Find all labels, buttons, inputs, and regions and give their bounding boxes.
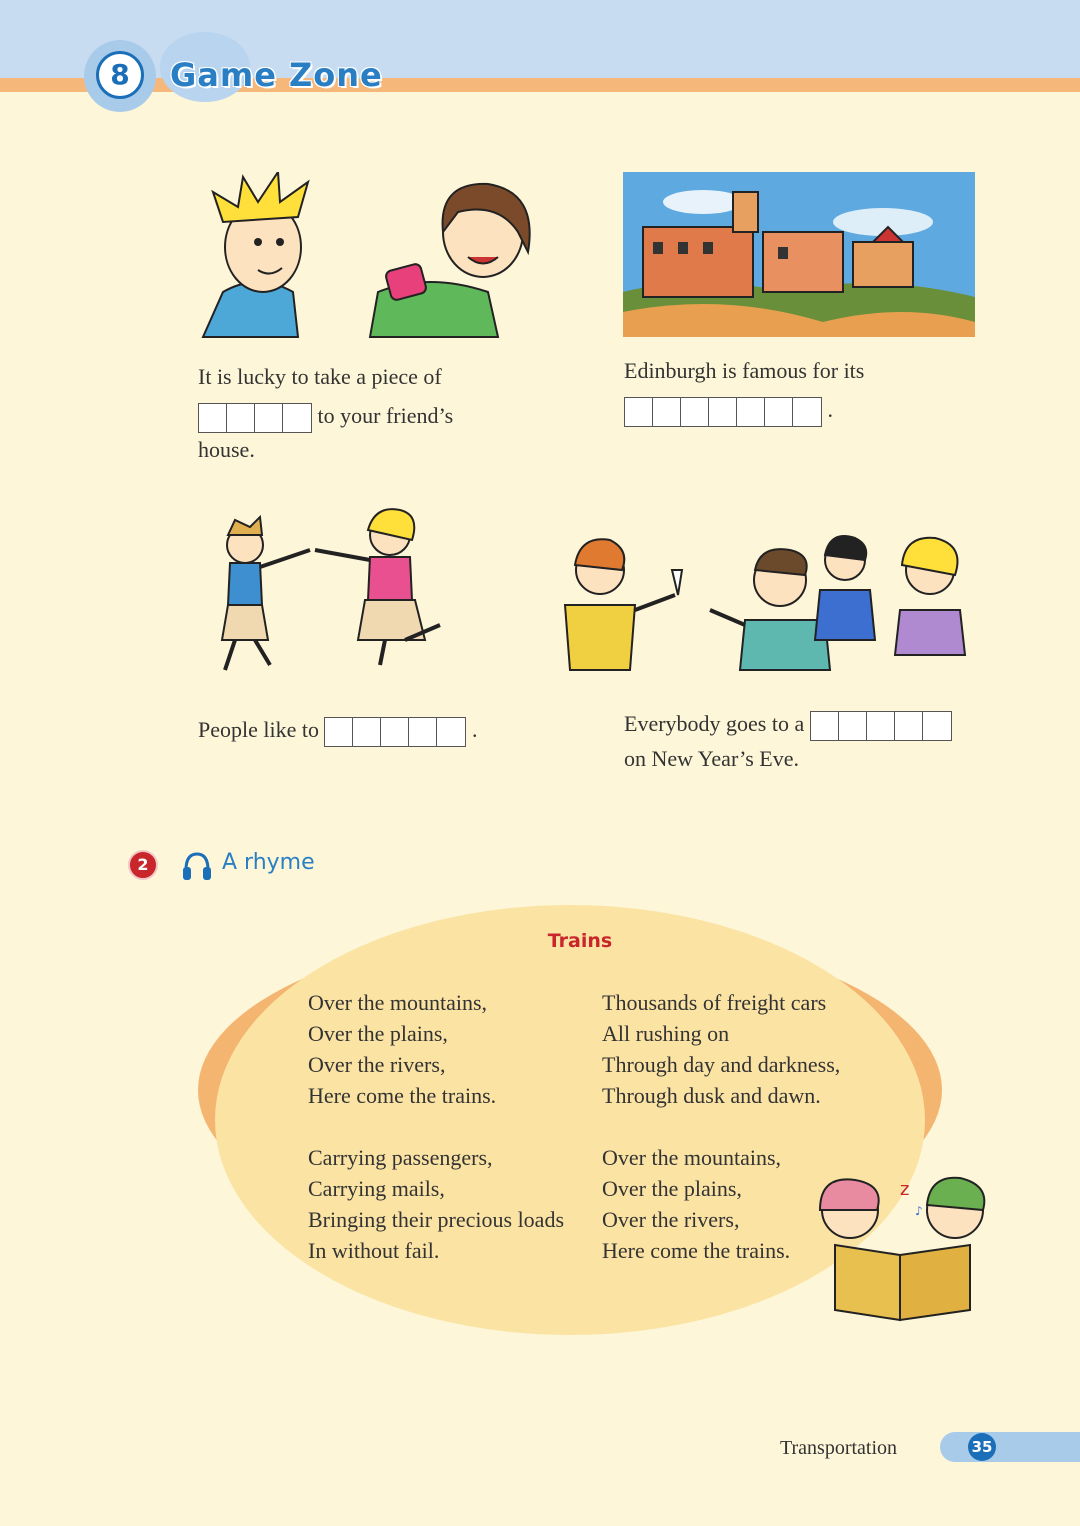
poem-line: Carrying passengers, <box>308 1145 493 1170</box>
exercise-item-1-tail: house. <box>198 437 255 462</box>
exercise-item-3-after: . <box>471 717 478 742</box>
poem-stanza-left-1 <box>308 987 496 1111</box>
answer-boxes[interactable] <box>810 711 952 741</box>
poem-line: Over the mountains, <box>602 1145 782 1170</box>
exercise-item-3 <box>198 710 518 750</box>
svg-text:z: z <box>900 1179 910 1200</box>
exercise-item-1 <box>198 358 498 464</box>
headphones-icon[interactable] <box>182 850 212 882</box>
party-illustration <box>540 510 970 680</box>
poem-line: Here come the trains. <box>308 1083 497 1108</box>
exercise-item-4 <box>624 704 984 774</box>
poem-line: Here come the trains. <box>602 1238 791 1263</box>
poem-line: Carrying mails, <box>308 1176 445 1201</box>
svg-text:♪: ♪ <box>915 1204 923 1218</box>
exercise-item-1-text: It is lucky to take a piece of <box>198 364 442 389</box>
poem-stanza-right-1 <box>602 987 840 1111</box>
poem-line: Over the plains, <box>602 1176 742 1201</box>
header-stripe <box>0 78 1080 92</box>
section-title: A rhyme <box>222 850 315 875</box>
poem-stanza-right-2 <box>602 1142 790 1266</box>
dancing-illustration <box>200 505 480 680</box>
exercise-item-2-text: Edinburgh is famous for its <box>624 358 865 383</box>
unit-number: 8 <box>96 51 144 99</box>
poem-line: Through dusk and dawn. <box>602 1083 821 1108</box>
exercise-item-2 <box>624 352 954 430</box>
poem-line: In without fail. <box>308 1238 440 1263</box>
cake-sharing-illustration <box>198 172 538 338</box>
poem-line: Thousands of freight cars <box>602 990 827 1015</box>
answer-boxes[interactable] <box>324 717 466 747</box>
poem-line: Over the rivers, <box>308 1052 446 1077</box>
exercise-item-4-after: on New Year’s Eve. <box>624 746 799 771</box>
poem-line: Bringing their precious loads <box>308 1207 565 1232</box>
exercise-item-3-text: People like to <box>198 717 319 742</box>
answer-boxes[interactable] <box>198 403 312 433</box>
poem-title: Trains <box>547 930 613 952</box>
page-number: 35 <box>968 1433 996 1461</box>
poem-line: Over the mountains, <box>308 990 488 1015</box>
poem-stanza-left-2 <box>308 1142 564 1266</box>
section-number: 2 <box>128 850 158 880</box>
answer-boxes[interactable] <box>624 397 822 427</box>
page-title: Game Zone <box>170 56 383 94</box>
page-number-pill <box>940 1432 1080 1462</box>
poem-line: Over the plains, <box>308 1021 448 1046</box>
exercise-item-4-text: Everybody goes to a <box>624 711 805 736</box>
kids-reading-illustration <box>805 1170 995 1330</box>
exercise-item-2-after: . <box>827 397 833 422</box>
edinburgh-castle-illustration <box>623 172 975 337</box>
poem-line: Over the rivers, <box>602 1207 740 1232</box>
poem-line: Through day and darkness, <box>602 1052 841 1077</box>
poem-line: All rushing on <box>602 1021 730 1046</box>
exercise-item-1-after: to your friend’s <box>317 403 454 428</box>
footer-section-name: Transportation <box>780 1437 898 1459</box>
